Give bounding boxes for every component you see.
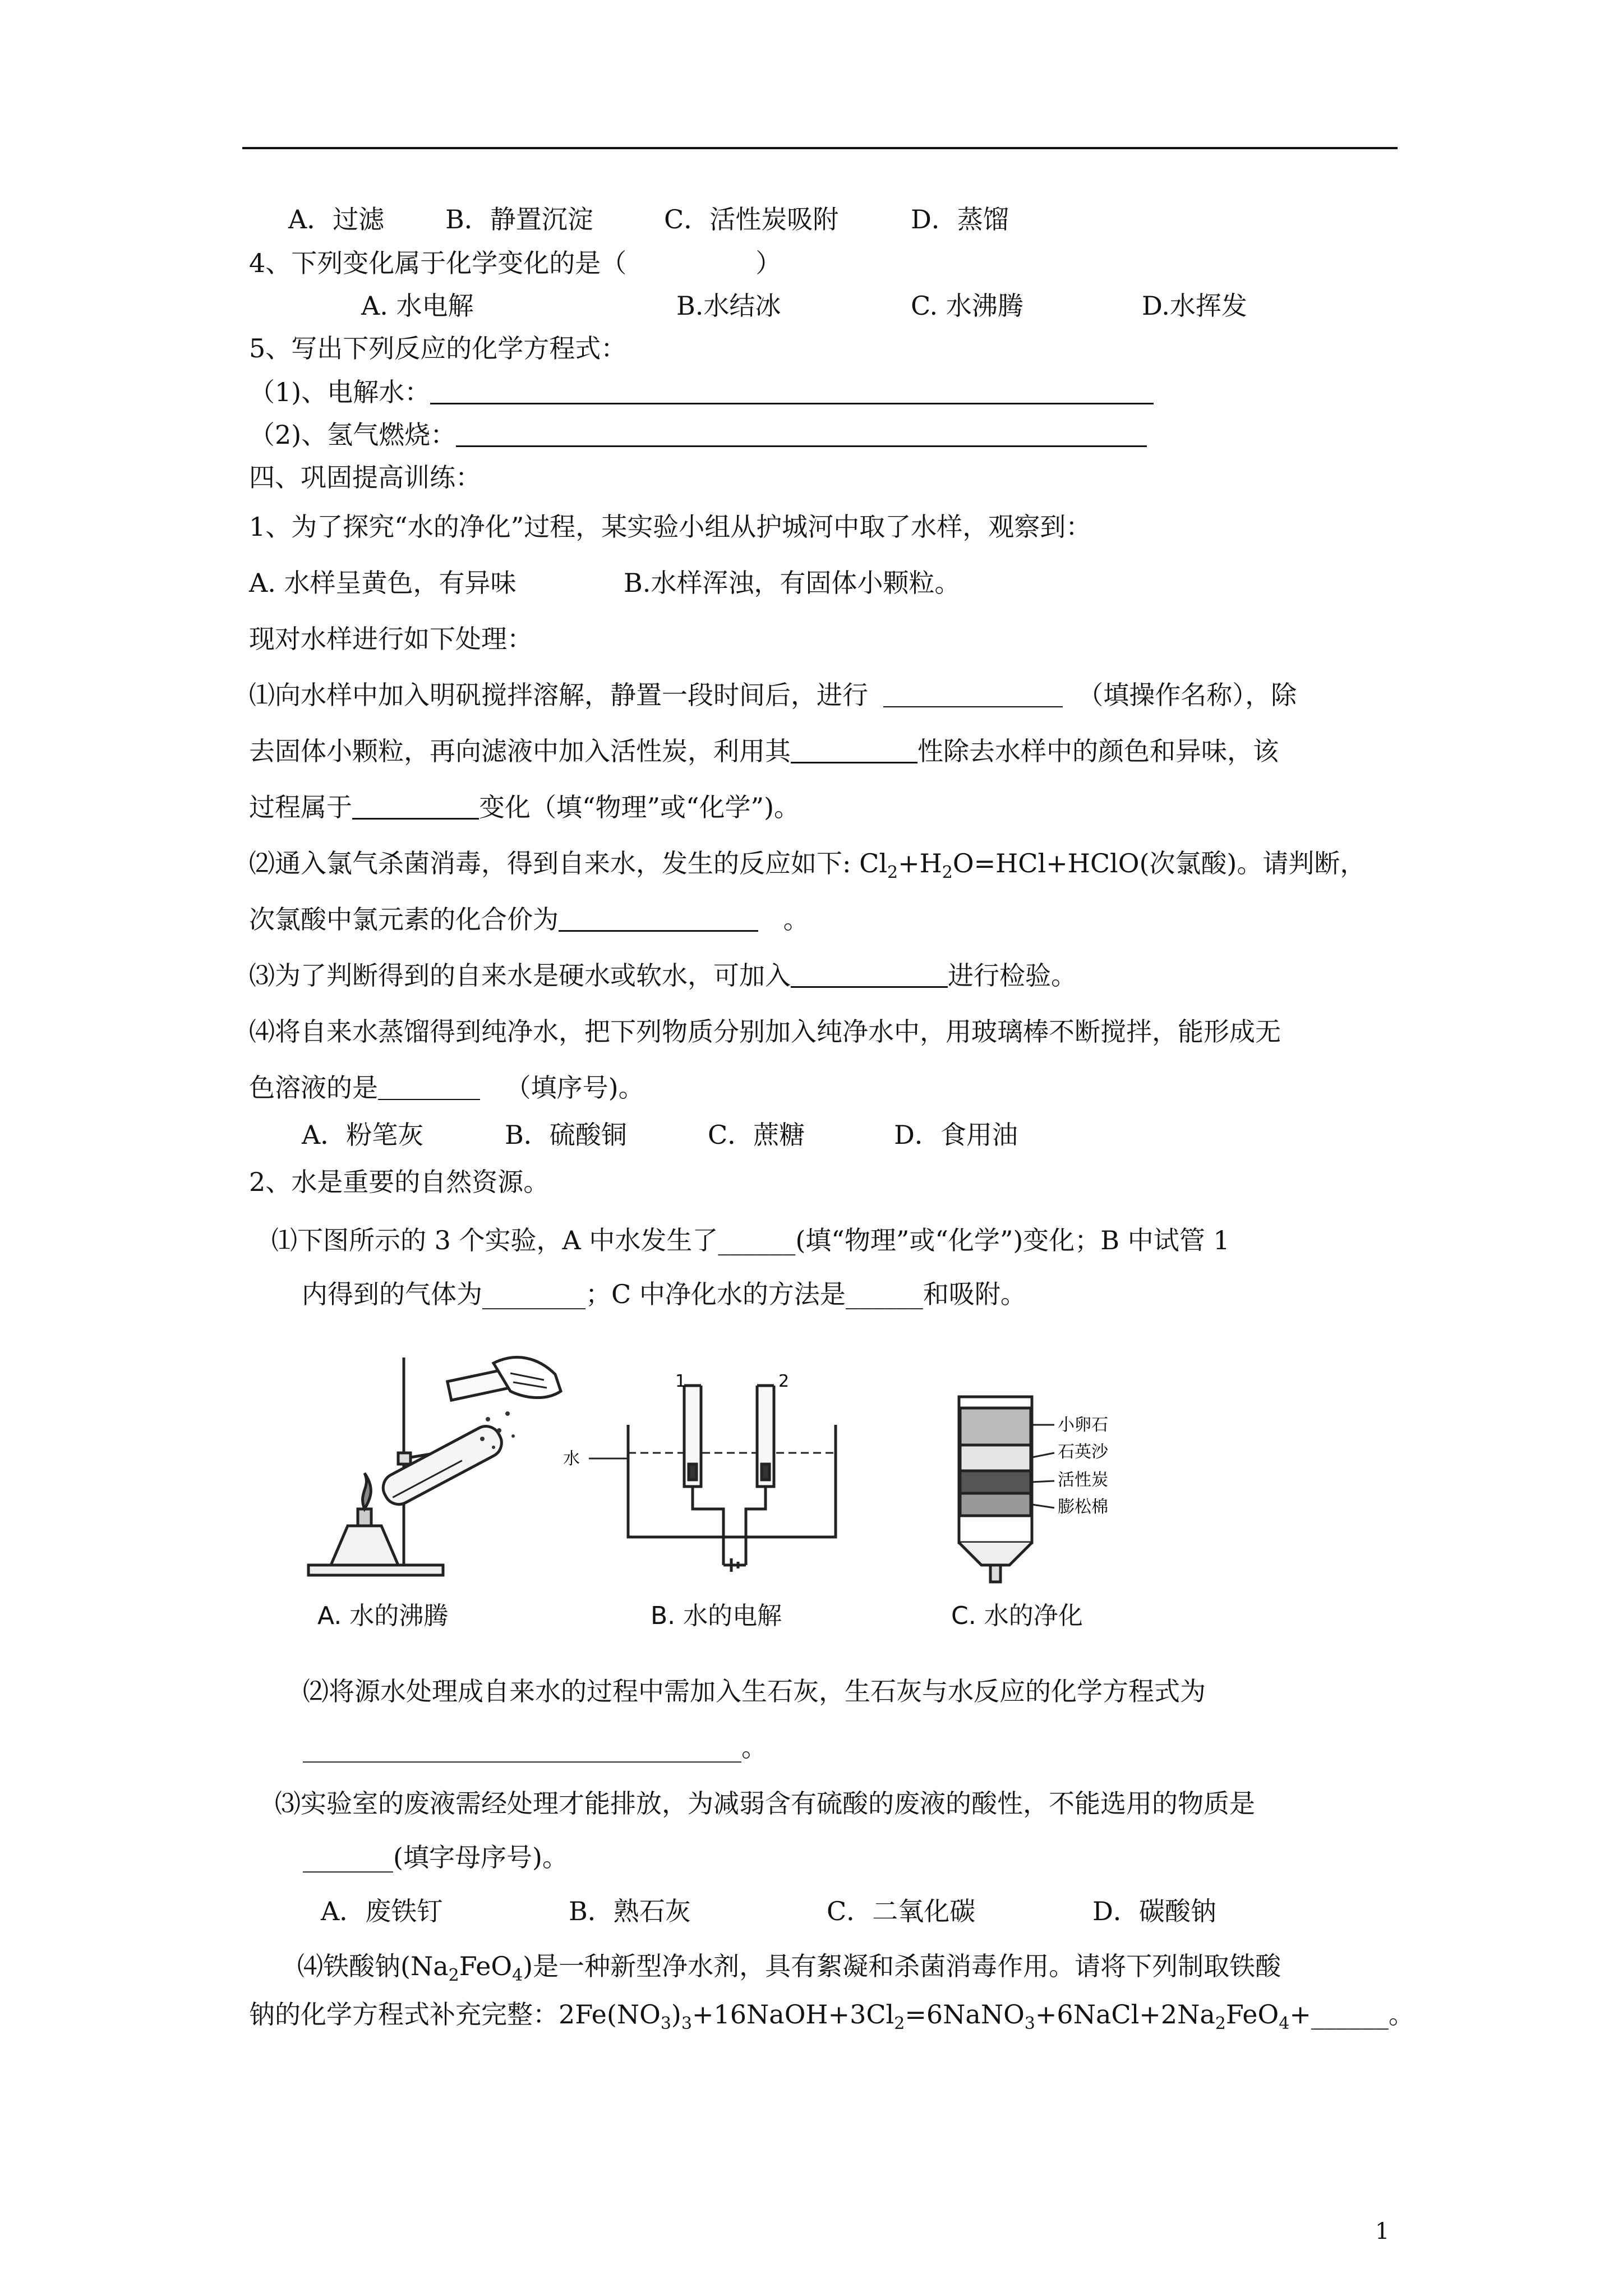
p1-option-b: B．硫酸铜	[505, 1120, 627, 1150]
p2-step3-line1: ⑶实验室的废液需经处理才能排放，为减弱含有硫酸的废液的酸性，不能选用的物质是	[275, 1788, 1255, 1819]
p2-step4-text-a: ⑷铁酸钠(Na	[297, 1951, 449, 1981]
answer-blank	[559, 908, 758, 932]
figure-b-tube-label-2: 2	[778, 1374, 790, 1391]
subscript: 2	[894, 2014, 905, 2033]
figure-a-caption: A. 水的沸腾	[317, 1602, 449, 1630]
p1-step2-text-b: +H	[898, 848, 942, 878]
q5-item-2	[249, 422, 1147, 448]
p1-step2-text-a: ⑵通入氯气杀菌消毒，得到自来水，发生的反应如下: Cl	[249, 848, 888, 878]
q5-item-1	[249, 379, 1154, 405]
p1-step1-text-e: 过程属于	[249, 792, 352, 822]
p1-option-c: C．蔗糖	[708, 1120, 805, 1150]
p1-step1-line1	[249, 682, 1297, 708]
p2-step3-line2: _______(填字母序号)。	[303, 1842, 568, 1872]
p2-step2-line1: ⑵将源水处理成自来水的过程中需加入生石灰，生石灰与水反应的化学方程式为	[303, 1676, 1206, 1706]
p1-step3-text-a: ⑶为了判断得到的自来水是硬水或软水，可加入	[249, 960, 791, 991]
header-rule	[242, 147, 1398, 149]
subscript: 4	[1279, 2014, 1290, 2033]
p1-step2-text-c: O=HCl+HClO(次氯酸)。请判断，	[952, 848, 1366, 878]
p1-option-a: A．粉笔灰	[302, 1120, 424, 1150]
p1-step2-text-e: 。	[783, 904, 809, 935]
p1-step3	[249, 960, 1077, 991]
p2-step1-line2: 内得到的气体为________；C 中净化水的方法是______和吸附。	[302, 1279, 1026, 1309]
p1-step2-line2	[249, 904, 809, 935]
p1-step1-text-d: 性除去水样中的颜色和异味，该	[917, 736, 1279, 766]
q3-option-c: C．活性炭吸附	[664, 204, 839, 234]
subscript: 2	[942, 863, 953, 882]
figure-b-water-label: 水	[563, 1449, 580, 1469]
q5-stem: 5、写出下列反应的化学方程式：	[249, 333, 627, 364]
q4-option-c: C. 水沸腾	[911, 291, 1023, 321]
answer-blank	[883, 684, 1063, 707]
q4-option-b: B.水结冰	[676, 291, 781, 321]
p2-stem: 2、水是重要的自然资源。	[249, 1167, 550, 1197]
p1-step1-line2	[249, 738, 1279, 764]
q4-option-d: D.水挥发	[1142, 291, 1247, 321]
p1-step1-text-b: （填操作名称），除	[1077, 680, 1297, 710]
p2-step4-line1	[297, 1953, 1281, 1984]
answer-blank	[430, 380, 1154, 404]
p2-step4-text-g: =6NaNO	[905, 1999, 1025, 2030]
answer-blank	[378, 1076, 480, 1100]
p2-step2-line2: __________________________________。	[303, 1732, 767, 1763]
q3-option-d: D．蒸馏	[911, 204, 1009, 234]
subscript: 3	[681, 2014, 692, 2033]
subscript: 3	[1024, 2014, 1035, 2033]
q3-option-b: B．静置沉淀	[445, 204, 593, 234]
p1-step1-text-c: 去固体小颗粒，再向滤液中加入活性炭，利用其	[249, 736, 791, 766]
figure-c-layer-label: 石英沙	[1058, 1442, 1108, 1462]
answer-blank	[456, 423, 1147, 447]
p2-step4-text-h: +6NaCl+2Na	[1035, 1999, 1215, 2030]
q5-item-2-label: （2)、氢气燃烧：	[249, 420, 457, 450]
p1-step1-text-f: 变化（填“物理”或“化学”)。	[479, 792, 800, 822]
figure-c-layer-label: 活性炭	[1058, 1470, 1108, 1490]
figure-c-caption: C. 水的净化	[951, 1602, 1083, 1630]
p2-option-c: C．二氧化碳	[827, 1896, 976, 1926]
p1-step1-text-a: ⑴向水样中加入明矾搅拌溶解，静置一段时间后，进行	[249, 680, 868, 710]
subscript: 4	[512, 1966, 523, 1985]
figure-c-layer-label: 小卵石	[1058, 1415, 1108, 1435]
subscript: 2	[1215, 2014, 1226, 2033]
p1-step3-text-b: 进行检验。	[948, 960, 1077, 991]
p2-step4-text-j: +______。	[1289, 1999, 1414, 2030]
q4-stem: 4、下列变化属于化学变化的是（ ）	[249, 248, 782, 278]
p2-step4-text-c: )是一种新型净水剂，具有絮凝和杀菌消毒作用。请将下列制取铁酸	[523, 1951, 1281, 1981]
p1-step4-line2	[249, 1075, 644, 1101]
p1-step4-text-b: 色溶液的是	[249, 1073, 378, 1103]
q3-option-a: A．过滤	[288, 204, 385, 234]
figure-c-layer-label: 膨松棉	[1058, 1497, 1108, 1517]
page-number: 1	[1375, 2219, 1390, 2244]
p2-option-a: A．废铁钉	[321, 1896, 443, 1926]
p1-step4-text-c: （填序号)。	[505, 1073, 644, 1103]
p2-step4-text-i: FeO	[1225, 1999, 1279, 2030]
p2-step4-text-f: +16NaOH+3Cl	[691, 1999, 895, 2030]
p1-option-d: D．食用油	[894, 1120, 1018, 1150]
p1-obs-a: A. 水样呈黄色，有异味	[249, 568, 517, 598]
p1-stem: 1、为了探究“水的净化”过程，某实验小组从护城河中取了水样，观察到：	[249, 512, 1092, 542]
p1-intro: 现对水样进行如下处理：	[249, 624, 533, 654]
figure-a-boiling	[297, 1341, 578, 1588]
q5-item-1-label: （1)、电解水：	[249, 377, 431, 407]
subscript: 2	[887, 863, 898, 882]
p1-obs-b: B.水样浑浊，有固体小颗粒。	[624, 568, 961, 598]
answer-blank	[352, 795, 479, 820]
subscript: 3	[660, 2014, 671, 2033]
section-4-title: 四、巩固提高训练：	[249, 462, 481, 493]
p2-option-b: B．熟石灰	[569, 1896, 691, 1926]
p1-step1-line3	[249, 794, 800, 820]
q4-option-a: A. 水电解	[361, 291, 474, 321]
answer-blank	[791, 739, 917, 763]
figure-b-electrolysis	[555, 1374, 847, 1588]
figure-b-caption: B. 水的电解	[651, 1602, 782, 1630]
p2-step4-text-e: )	[671, 1999, 681, 2030]
p1-step4-line1: ⑷将自来水蒸馏得到纯净水，把下列物质分别加入纯净水中，用玻璃棒不断搅拌，能形成无	[249, 1016, 1281, 1047]
p1-step2-line1	[249, 850, 1366, 881]
p2-step4-line2	[249, 2001, 1414, 2032]
p2-option-d: D．碳酸钠	[1092, 1896, 1216, 1926]
subscript: 2	[448, 1966, 459, 1985]
p1-step2-text-d: 次氯酸中氯元素的化合价为	[249, 904, 559, 935]
p2-step4-text-b: FeO	[459, 1951, 513, 1981]
figure-c-purification	[948, 1386, 1127, 1593]
answer-blank	[791, 964, 948, 988]
p2-step4-text-d: 钠的化学方程式补充完整：2Fe(NO	[249, 1999, 661, 2030]
p2-step1-line1: ⑴下图所示的 3 个实验，A 中水发生了______(填“物理”或“化学”)变化；B 中试管 1	[271, 1225, 1230, 1255]
figure-b-tube-label-1: 1	[675, 1374, 686, 1391]
